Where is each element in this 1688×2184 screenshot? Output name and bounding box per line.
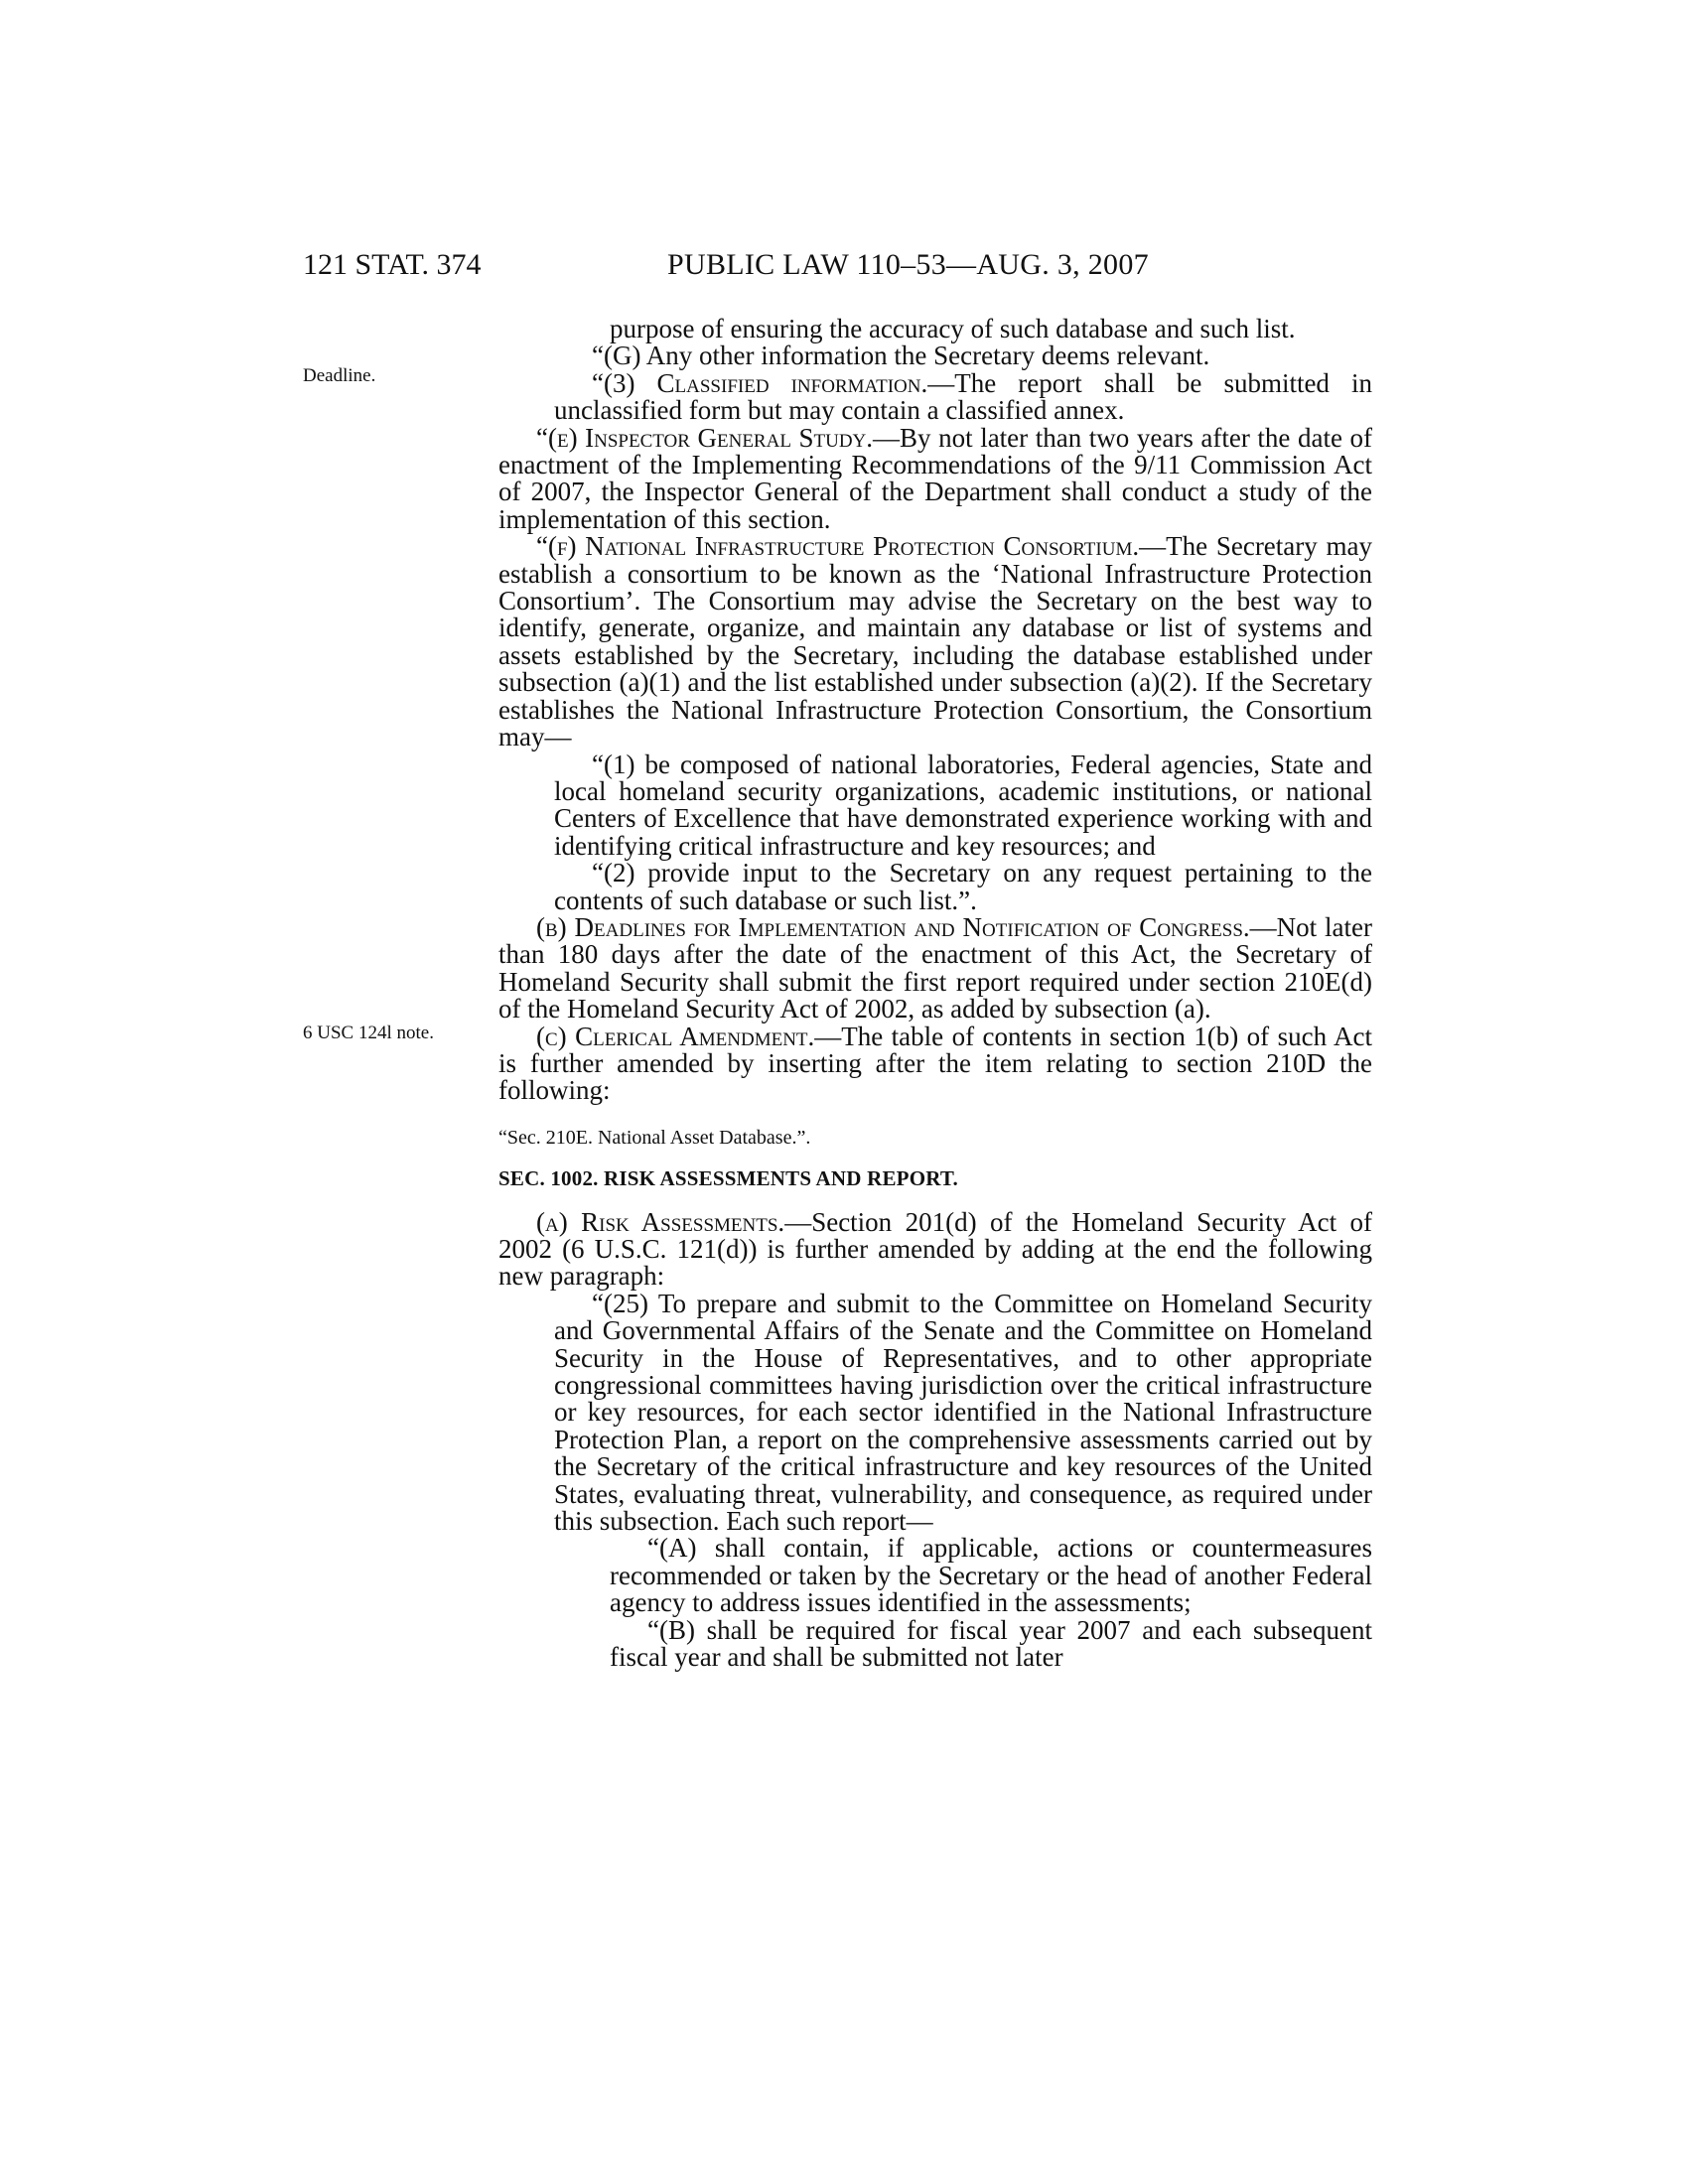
paragraph-text: —The report shall be submitted in unclassified form but may contain a classified annex.	[554, 367, 1372, 426]
paragraph	[498, 533, 1372, 751]
page-header	[0, 248, 1688, 288]
document-body	[498, 316, 1372, 1672]
paragraph	[498, 1021, 1372, 1106]
paragraph-text: —Not later than 180 days after the date of the enactment of this Act, the Secretary of Homeland Security shall submit the first report required under section 210E(d) of the Homeland Security Act of 2002, as added by subsection (a).	[498, 911, 1373, 1024]
toc-entry: “Sec. 210E. National Asset Database.”.	[498, 1126, 811, 1149]
paragraph	[498, 1206, 1372, 1292]
statute-page-number: 121 STAT. 374	[303, 248, 482, 281]
section-heading: SEC. 1002. RISK ASSESSMENTS AND REPORT.	[498, 1166, 958, 1191]
paragraph	[498, 911, 1373, 1024]
running-head: PUBLIC LAW 110–53—AUG. 3, 2007	[667, 248, 1149, 281]
paragraph-heading: “(3) Classified information.	[592, 367, 928, 398]
paragraph-text: —Section 201(d) of the Homeland Security Act of 2002 (6 U.S.C. 121(d)) is further amended by adding at the end the following new paragraph:	[498, 1206, 1372, 1292]
paragraph-heading: (b) Deadlines for Implementation and Notification of Congress.	[536, 911, 1250, 942]
margin-note-deadline: Deadline.	[303, 365, 376, 386]
paragraph-heading: “(e) Inspector General Study.	[536, 422, 874, 453]
paragraph-text: —The table of contents in section 1(b) of such Act is further amended by inserting after the item relating to section 210D the following:	[498, 1021, 1372, 1106]
margin-note-usc: 6 USC 124l note.	[303, 1023, 434, 1043]
paragraph: “(A) shall contain, if applicable, actions or countermeasures recommended or taken by the Secretary or the head of another Federal agency to address issues identified in the assessments;	[610, 1533, 1372, 1618]
paragraph: purpose of ensuring the accuracy of such database and such list.	[610, 314, 1296, 343]
paragraph: “(25) To prepare and submit to the Committee on Homeland Security and Governmental Affairs of the Senate and the Committee on Homeland Security in the House of Representatives, and to other appropriate congressional committees having jurisdiction over the critical infrastructure or key resources, for each sector identified in the National Infrastructure Protection Plan, a report on the comprehensive assessments carried out by the Secretary of the critical infrastructure and key resources of the United States, evaluating threat, vulnerability, and consequence, as required under this subsection. Each such report—	[554, 1288, 1372, 1537]
paragraph-heading: “(f) National Infrastructure Protection Consortium.	[536, 531, 1140, 562]
paragraph: “(B) shall be required for fiscal year 2007 and each subsequent fiscal year and shall be submitted not later	[610, 1614, 1372, 1673]
paragraph: “(2) provide input to the Secretary on any request pertaining to the contents of such database or such list.”.	[554, 858, 1372, 915]
paragraph-text: —By not later than two years after the date of enactment of the Implementing Recommendations of the 9/11 Commission Act of 2007, the Inspector General of the Department shall conduct a study of the implementation of this section.	[498, 422, 1373, 534]
paragraph-heading: (a) Risk Assessments.	[536, 1206, 785, 1237]
paragraph-text: —The Secretary may establish a consortium to be known as the ‘National Infrastructure Protection Consortium’. The Consortium may advise the Secretary on the best way to identify, generate, organize, and maintain any database or list of systems and assets established by the Secretary, including the database established under subsection (a)(1) and the list established under subsection (a)(2). If the Secretary establishes the National Infrastructure Protection Consortium, the Consortium may—	[498, 531, 1373, 752]
paragraph: “(G) Any other information the Secretary deems relevant.	[592, 341, 1210, 371]
paragraph-heading: (c) Clerical Amendment.	[536, 1021, 815, 1051]
paragraph	[498, 422, 1373, 534]
paragraph: “(1) be composed of national laboratories, Federal agencies, State and local homeland security organizations, academic institutions, or national Centers of Excellence that have demonstrated experience working with and identifying critical infrastructure and key resources; and	[554, 749, 1372, 861]
paragraph	[554, 367, 1372, 426]
